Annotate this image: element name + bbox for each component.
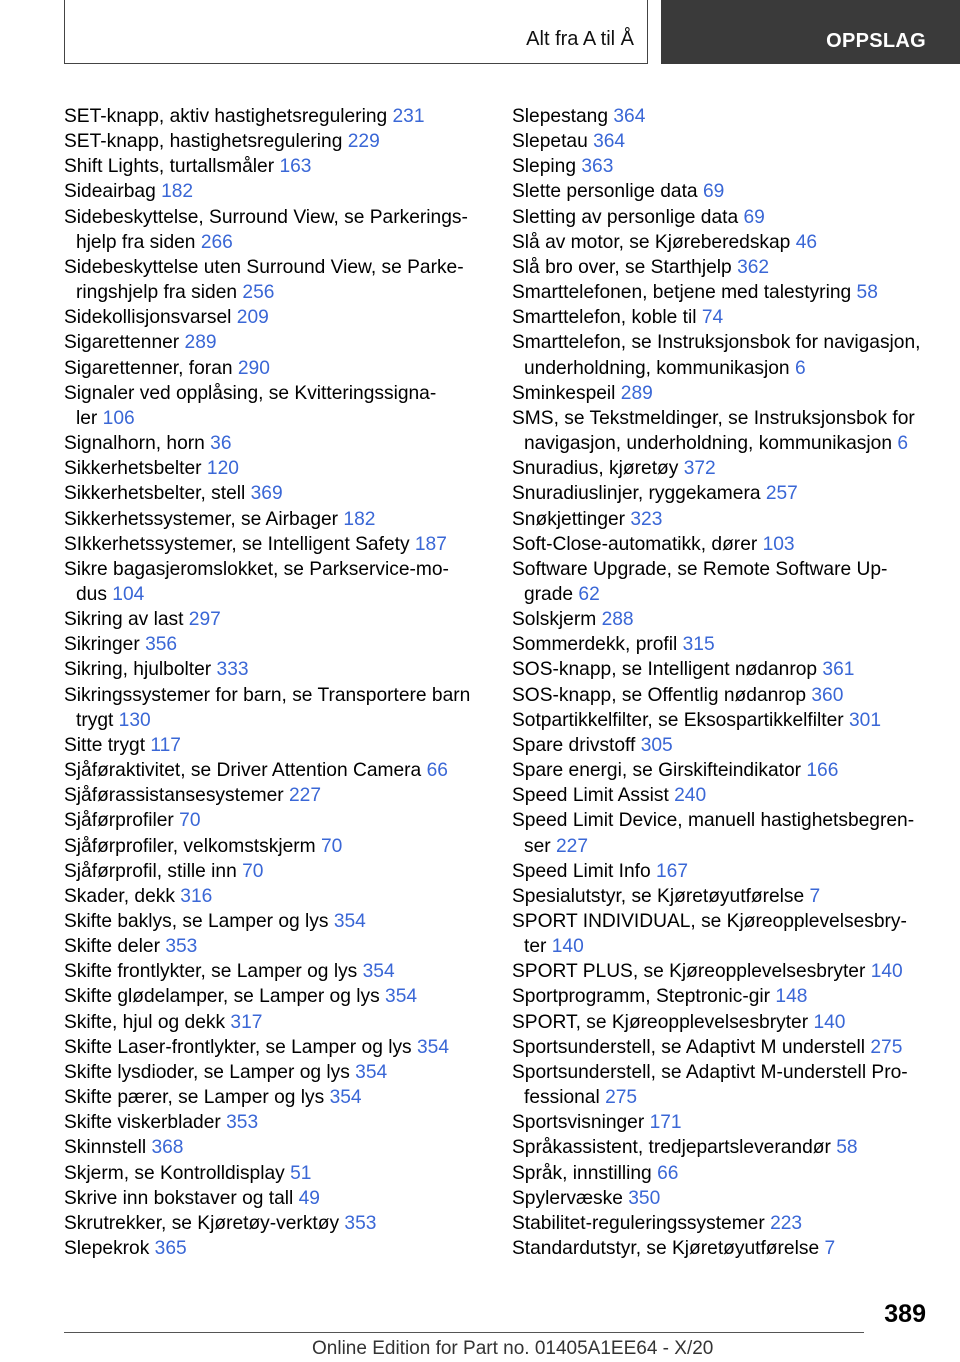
index-entry — [512, 230, 927, 255]
page-link[interactable]: 333 — [216, 659, 249, 681]
index-entry — [64, 758, 476, 783]
index-term: SET-knapp, hastighetsregulering — [64, 131, 343, 153]
page-link[interactable]: 323 — [630, 508, 663, 530]
page-link[interactable]: 354 — [355, 1061, 388, 1083]
index-term: Skrive inn bokstaver og tall — [64, 1187, 294, 1209]
index-entry — [64, 1211, 476, 1236]
index-entry — [512, 1060, 927, 1110]
page-link[interactable]: 354 — [333, 911, 366, 932]
page-link[interactable]: 103 — [762, 533, 795, 555]
page-link[interactable]: 289 — [620, 382, 653, 404]
tab-label: OPPSLAG — [826, 30, 926, 52]
page-link[interactable]: 163 — [279, 156, 312, 178]
index-entry — [64, 859, 476, 884]
index-term: ser — [524, 835, 551, 857]
page-link[interactable]: 140 — [870, 961, 903, 983]
index-term: Skifte baklys, se Lamper og lys — [64, 911, 329, 932]
index-term: Slå av motor, se Kjøreberedskap — [512, 231, 791, 253]
index-entry — [64, 1060, 476, 1085]
index-entry — [64, 1010, 476, 1035]
index-term: Sigarettenner, foran — [64, 357, 233, 379]
index-entry — [512, 330, 927, 380]
index-term: Sikring av last — [64, 609, 184, 631]
index-term: Signaler ved opplåsing, se Kvitteringssigna- — [64, 382, 437, 404]
page-link[interactable]: 354 — [417, 1036, 450, 1058]
index-entry — [512, 884, 927, 909]
page-link[interactable]: 49 — [298, 1187, 320, 1209]
index-entry — [512, 129, 927, 154]
index-entry — [512, 255, 927, 280]
index-entry — [64, 481, 476, 506]
index-entry — [64, 179, 476, 204]
page-link[interactable]: 140 — [813, 1011, 846, 1033]
index-term: Sigarettenner — [64, 332, 180, 354]
index-term: Sikkerhetsbelter — [64, 458, 202, 480]
page-link[interactable]: 316 — [180, 885, 213, 907]
index-entry — [64, 1186, 476, 1211]
index-term: Skifte lysdioder, se Lamper og lys — [64, 1061, 350, 1083]
index-entry — [64, 984, 476, 1009]
index-entry — [64, 1161, 476, 1186]
index-term: Språkassistent, tredjepartsleverandør — [512, 1137, 831, 1159]
index-term: Skifte glødelamper, se Lamper og lys — [64, 986, 380, 1008]
index-entry — [512, 1211, 927, 1236]
index-term: Sikre bagasjeromslokket, se Parkservice-mo- — [64, 558, 449, 580]
index-term: trygt — [76, 709, 114, 731]
page-link[interactable]: 70 — [179, 810, 201, 832]
index-term: SOS-knapp, se Intelligent nødanrop — [512, 659, 818, 681]
page-link[interactable]: 6 — [897, 433, 909, 455]
index-term: Sjåførprofil, stille inn — [64, 860, 237, 882]
page-link[interactable]: 256 — [242, 282, 275, 304]
page-link[interactable]: 120 — [206, 458, 239, 480]
page-link[interactable]: 360 — [811, 684, 844, 706]
page-number: 389 — [884, 1300, 926, 1328]
index-term: Sportsunderstell, se Adaptivt M understell — [512, 1036, 866, 1058]
page-link[interactable]: 106 — [102, 407, 135, 429]
page-link[interactable]: 209 — [236, 307, 269, 329]
page-link[interactable]: 6 — [794, 357, 806, 379]
index-term: SPORT PLUS, se Kjøreopplevelsesbryter — [512, 961, 866, 983]
index-term: Sportprogramm, Steptronic-gir — [512, 986, 771, 1008]
page-link[interactable]: 171 — [649, 1112, 682, 1134]
index-term: Sportsvisninger — [512, 1112, 645, 1134]
index-term: dus — [76, 583, 107, 605]
index-entry — [64, 431, 476, 456]
page-link[interactable]: 275 — [870, 1036, 903, 1058]
index-term: Sportsunderstell, se Adaptivt M-understell Pro- — [512, 1061, 908, 1083]
index-entry — [512, 959, 927, 984]
index-term: Snøkjettinger — [512, 508, 626, 530]
index-term: Skifte deler — [64, 936, 160, 958]
page-link[interactable]: 353 — [344, 1212, 377, 1234]
index-term: Sikringssystemer for barn, se Transportere barn — [64, 684, 471, 706]
index-entry — [512, 783, 927, 808]
page-link[interactable]: 317 — [230, 1011, 263, 1033]
page-link[interactable]: 69 — [743, 206, 765, 228]
index-entry — [512, 1236, 927, 1261]
index-entry — [512, 305, 927, 330]
page-link[interactable]: 167 — [656, 860, 689, 882]
index-entry — [512, 1010, 927, 1035]
index-term: SOS-knapp, se Offentlig nødanrop — [512, 684, 807, 706]
index-term: SET-knapp, aktiv hastighetsregulering — [64, 106, 388, 127]
index-term: SMS, se Tekstmeldinger, se Instruksjonsbok for — [512, 407, 915, 429]
page-link[interactable]: 182 — [343, 508, 376, 530]
index-entry — [512, 1186, 927, 1211]
page-link[interactable]: 354 — [385, 986, 418, 1008]
index-entry — [64, 909, 476, 934]
page-link[interactable]: 182 — [161, 181, 194, 203]
index-term: Solskjerm — [512, 609, 597, 631]
page-link[interactable]: 62 — [578, 583, 600, 605]
index-term: Slepetau — [512, 131, 588, 153]
index-term: Skifte viskerblader — [64, 1112, 221, 1134]
index-term: underholdning, kommunikasjon — [524, 357, 790, 379]
index-entry — [64, 456, 476, 481]
page-link[interactable]: 51 — [290, 1162, 312, 1184]
index-term: Skjerm, se Kontrolldisplay — [64, 1162, 285, 1184]
index-entry — [512, 607, 927, 632]
index-term: Sommerdekk, profil — [512, 634, 678, 656]
index-term: Sjåførassistansesystemer — [64, 785, 284, 807]
index-entry — [64, 129, 476, 154]
page-link[interactable]: 353 — [165, 936, 198, 958]
index-entry — [64, 557, 476, 607]
index-entry — [512, 154, 927, 179]
index-entry — [512, 1110, 927, 1135]
index-entry — [64, 607, 476, 632]
index-term: Standardutstyr, se Kjøretøyutførelse — [512, 1238, 820, 1260]
index-entry — [512, 758, 927, 783]
index-term: Skifte Laser-frontlykter, se Lamper og lys — [64, 1036, 412, 1058]
page-link[interactable]: 148 — [775, 986, 808, 1008]
page-link[interactable]: 7 — [824, 1238, 836, 1260]
header-tab — [661, 0, 960, 64]
index-term: SPORT, se Kjøreopplevelsesbryter — [512, 1011, 809, 1033]
index-term: Snuradiuslinjer, ryggekamera — [512, 483, 761, 505]
section-title: Alt fra A til Å — [526, 28, 634, 50]
index-column-right — [512, 104, 927, 1261]
page-link[interactable]: 288 — [601, 609, 634, 631]
index-entry — [64, 683, 476, 733]
index-term: Snuradius, kjøretøy — [512, 458, 679, 480]
page-link[interactable]: 36 — [210, 433, 232, 455]
page-link[interactable]: 363 — [581, 156, 614, 178]
index-term: Sotpartikkelfilter, se Eksospartikkelfilter — [512, 709, 844, 731]
index-term: Speed Limit Info — [512, 860, 651, 882]
page-link[interactable]: 301 — [848, 709, 881, 731]
index-term: ter — [524, 936, 547, 958]
page-link[interactable]: 290 — [237, 357, 270, 379]
index-term: Skifte pærer, se Lamper og lys — [64, 1087, 325, 1109]
page-link[interactable]: 354 — [329, 1087, 362, 1109]
page-link[interactable]: 257 — [765, 483, 798, 505]
index-term: Software Upgrade, se Remote Software Up- — [512, 558, 888, 580]
index-entry — [64, 305, 476, 330]
index-term: Spare drivstoff — [512, 734, 636, 756]
index-term: Sletting av personlige data — [512, 206, 739, 228]
index-term: ringshjelp fra siden — [76, 282, 238, 304]
page-link[interactable]: 297 — [188, 609, 221, 631]
index-entry — [512, 733, 927, 758]
page-link[interactable]: 361 — [822, 659, 855, 681]
index-entry — [512, 481, 927, 506]
index-term: Skader, dekk — [64, 885, 175, 907]
index-entry — [512, 657, 927, 682]
index-term: Sidebeskyttelse uten Surround View, se Parke- — [64, 256, 464, 278]
index-entry — [64, 808, 476, 833]
page-link[interactable]: 364 — [593, 131, 626, 153]
index-column-left — [64, 104, 476, 1261]
index-term: Skinnstell — [64, 1137, 147, 1159]
index-entry — [64, 1135, 476, 1160]
index-entry — [512, 104, 927, 129]
index-term: Sidebeskyttelse, Surround View, se Parkerings- — [64, 206, 468, 228]
index-entry — [64, 507, 476, 532]
index-term: Smarttelefon, se Instruksjonsbok for navigasjon, — [512, 332, 921, 354]
index-entry — [512, 1035, 927, 1060]
index-term: Shift Lights, turtallsmåler — [64, 156, 275, 178]
page-link[interactable]: 227 — [289, 785, 322, 807]
index-term: Sjåførprofiler — [64, 810, 174, 832]
index-term: Sjåføraktivitet, se Driver Attention Camera — [64, 760, 422, 782]
index-entry — [64, 632, 476, 657]
index-term: Språk, innstilling — [512, 1162, 652, 1184]
index-term: Smarttelefonen, betjene med talestyring — [512, 282, 852, 304]
page-link[interactable]: 356 — [145, 634, 178, 656]
index-term: Slå bro over, se Starthjelp — [512, 256, 732, 278]
index-term: SIkkerhetssystemer, se Intelligent Safety — [64, 533, 410, 555]
index-entry — [64, 1085, 476, 1110]
page-link[interactable]: 166 — [806, 760, 839, 782]
index-term: Sikkerhetsbelter, stell — [64, 483, 246, 505]
index-entry — [512, 381, 927, 406]
page-link[interactable]: 66 — [657, 1162, 679, 1184]
index-entry — [64, 205, 476, 255]
page-link[interactable]: 187 — [414, 533, 447, 555]
index-term: fessional — [524, 1087, 600, 1109]
page-link[interactable]: 231 — [392, 106, 425, 127]
footer-edition-text: Online Edition for Part no. 01405A1EE64 - X/20 — [312, 1338, 714, 1359]
index-entry — [64, 104, 476, 129]
index-entry — [512, 632, 927, 657]
index-entry — [64, 959, 476, 984]
page-link[interactable]: 66 — [426, 760, 448, 782]
index-term: Skifte frontlykter, se Lamper og lys — [64, 961, 358, 983]
page-link[interactable]: 58 — [836, 1137, 858, 1159]
index-term: Sitte trygt — [64, 734, 146, 756]
index-entry — [64, 154, 476, 179]
index-term: Slepekrok — [64, 1238, 150, 1260]
page-link[interactable]: 289 — [184, 332, 217, 354]
page-link[interactable]: 69 — [702, 181, 725, 203]
index-term: Sikringer — [64, 634, 140, 656]
index-entry — [512, 205, 927, 230]
index-entry — [64, 532, 476, 557]
index-term: Slette personlige data — [512, 181, 698, 203]
index-term: Spesialutstyr, se Kjøretøyutførelse — [512, 885, 805, 907]
index-term: hjelp fra siden — [76, 231, 196, 253]
index-entry — [512, 808, 927, 858]
page-link[interactable]: 315 — [682, 634, 715, 656]
index-term: Sminkespeil — [512, 382, 616, 404]
index-term: Sikkerhetssystemer, se Airbager — [64, 508, 339, 530]
page-link[interactable]: 70 — [242, 860, 264, 882]
index-term: Sjåførprofiler, velkomstskjerm — [64, 835, 316, 857]
index-term: Stabilitet-reguleringssystemer — [512, 1212, 765, 1234]
page-link[interactable]: 130 — [118, 709, 151, 731]
page-link[interactable]: 350 — [628, 1187, 661, 1209]
index-entry — [64, 657, 476, 682]
index-entry — [64, 834, 476, 859]
page-link[interactable]: 353 — [226, 1112, 259, 1134]
index-term: Sidekollisjonsvarsel — [64, 307, 232, 329]
index-entry — [64, 381, 476, 431]
page-link[interactable]: 266 — [200, 231, 233, 253]
index-entry — [512, 1161, 927, 1186]
index-term: SPORT INDIVIDUAL, se Kjøreopplevelsesbry- — [512, 911, 907, 932]
index-entry — [512, 179, 927, 204]
index-term: Speed Limit Assist — [512, 785, 669, 807]
index-entry — [64, 733, 476, 758]
page-link[interactable]: 229 — [347, 131, 380, 153]
index-entry — [512, 280, 927, 305]
page-link[interactable]: 117 — [150, 734, 181, 756]
page-link[interactable]: 354 — [362, 961, 395, 983]
index-term: Signalhorn, horn — [64, 433, 205, 455]
page-link[interactable]: 7 — [809, 885, 821, 907]
index-entry — [512, 532, 927, 557]
page-link[interactable]: 223 — [770, 1212, 803, 1234]
index-entry — [64, 1236, 476, 1261]
index-term: Skifte, hjul og dekk — [64, 1011, 226, 1033]
index-term: Speed Limit Device, manuell hastighetsbegren- — [512, 810, 915, 832]
page-link[interactable]: 46 — [795, 231, 818, 253]
index-term: grade — [524, 583, 574, 605]
index-entry — [512, 507, 927, 532]
index-entry — [512, 1135, 927, 1160]
index-entry — [512, 859, 927, 884]
index-term: Sleping — [512, 156, 577, 178]
index-entry — [512, 683, 927, 708]
index-term: Spylervæske — [512, 1187, 623, 1209]
page-link[interactable]: 74 — [701, 307, 724, 329]
page-link[interactable]: 58 — [856, 282, 878, 304]
page-link[interactable]: 362 — [737, 256, 770, 278]
index-entry — [64, 1035, 476, 1060]
index-entry — [512, 708, 927, 733]
index-term: navigasjon, underholdning, kommunikasjon — [524, 433, 892, 455]
page-link[interactable]: 227 — [556, 835, 589, 857]
page-link[interactable]: 104 — [112, 583, 145, 605]
page-link[interactable]: 140 — [551, 936, 584, 958]
page-link[interactable]: 369 — [250, 483, 283, 505]
index-term: Sikring, hjulbolter — [64, 659, 212, 681]
index-entry — [64, 356, 476, 381]
index-entry — [512, 909, 927, 959]
page-link[interactable]: 372 — [683, 458, 716, 480]
index-term: Slepestang — [512, 106, 609, 127]
index-term: Soft-Close-automatikk, dører — [512, 533, 758, 555]
footer-divider — [64, 1332, 864, 1333]
page-link[interactable]: 240 — [674, 785, 707, 807]
page-link[interactable]: 364 — [613, 106, 646, 127]
index-entry — [64, 934, 476, 959]
index-entry — [64, 255, 476, 305]
index-term: Skrutrekker, se Kjøretøy-verktøy — [64, 1212, 340, 1234]
index-term: ler — [76, 407, 98, 429]
page-link[interactable]: 365 — [154, 1238, 187, 1260]
page-link[interactable]: 275 — [605, 1087, 638, 1109]
index-entry — [512, 406, 927, 456]
index-entry — [512, 456, 927, 481]
index-entry — [64, 330, 476, 355]
index-term: Spare energi, se Girskifteindikator — [512, 760, 802, 782]
index-entry — [512, 984, 927, 1009]
index-term: Sideairbag — [64, 181, 156, 203]
index-term: Smarttelefon, koble til — [512, 307, 697, 329]
page-link[interactable]: 305 — [640, 734, 673, 756]
index-entry — [64, 884, 476, 909]
page-link[interactable]: 70 — [320, 835, 343, 857]
index-entry — [64, 783, 476, 808]
index-entry — [512, 557, 927, 607]
index-entry — [64, 1110, 476, 1135]
page-link[interactable]: 368 — [151, 1137, 184, 1159]
